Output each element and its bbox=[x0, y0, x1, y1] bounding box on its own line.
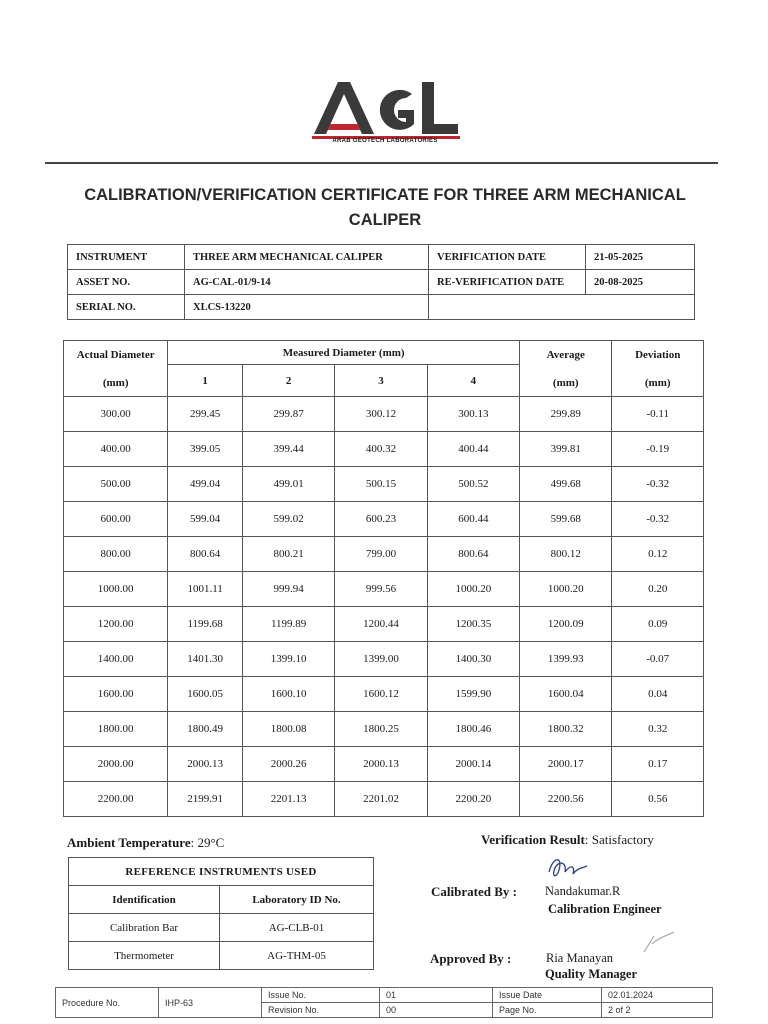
logo-subtitle: ARAB GEOTECH LABORATORIES bbox=[332, 138, 438, 144]
approved-by-role: Quality Manager bbox=[545, 967, 638, 981]
table-row bbox=[64, 432, 704, 467]
verification-result bbox=[481, 832, 654, 848]
table-cell: 1399.00 bbox=[335, 642, 427, 677]
table-row bbox=[64, 782, 704, 817]
table-cell: 600.44 bbox=[427, 502, 519, 537]
header-actual-unit: (mm) bbox=[102, 376, 129, 389]
table-cell: -0.32 bbox=[612, 467, 704, 502]
table-cell: 0.20 bbox=[612, 572, 704, 607]
table-cell: 1400.30 bbox=[427, 642, 519, 677]
table-cell: 400.32 bbox=[335, 432, 427, 467]
table-cell: 299.87 bbox=[242, 397, 334, 432]
table-row bbox=[64, 537, 704, 572]
table-cell: 499.01 bbox=[242, 467, 334, 502]
instrument-info-table bbox=[67, 244, 695, 320]
table-cell: 2000.13 bbox=[335, 747, 427, 782]
table-cell: 1399.10 bbox=[242, 642, 334, 677]
table-cell: 1600.05 bbox=[168, 677, 243, 712]
calibrator-signature bbox=[545, 852, 590, 884]
table-cell: 500.15 bbox=[335, 467, 427, 502]
header-average-label: Average bbox=[546, 348, 585, 361]
calibrated-by-label: Calibrated By : bbox=[431, 884, 517, 899]
reference-row bbox=[69, 914, 374, 942]
table-cell: 1400.00 bbox=[64, 642, 168, 677]
table-cell: 0.17 bbox=[612, 747, 704, 782]
header-measurement-3: 3 bbox=[335, 365, 427, 397]
table-cell: 300.12 bbox=[335, 397, 427, 432]
reverification-date-value: 20-08-2025 bbox=[586, 270, 695, 295]
document-control-footer bbox=[55, 987, 713, 1018]
table-cell: 499.68 bbox=[520, 467, 612, 502]
company-logo bbox=[300, 72, 470, 152]
instrument-value: THREE ARM MECHANICAL CALIPER bbox=[185, 245, 429, 270]
table-row bbox=[64, 397, 704, 432]
calibrated-by-name: Nandakumar.R bbox=[545, 884, 621, 898]
verification-date-value: 21-05-2025 bbox=[586, 245, 695, 270]
table-cell: 1800.25 bbox=[335, 712, 427, 747]
header-measured-diameter: Measured Diameter (mm) bbox=[168, 341, 520, 365]
reference-heading: REFERENCE INSTRUMENTS USED bbox=[69, 858, 374, 886]
issue-no-label: Issue No. bbox=[262, 988, 380, 1003]
table-cell: 1399.93 bbox=[520, 642, 612, 677]
issue-date-value: 02.01.2024 bbox=[602, 988, 713, 1003]
header-average bbox=[520, 341, 612, 397]
table-cell: 1001.11 bbox=[168, 572, 243, 607]
table-cell: 600.23 bbox=[335, 502, 427, 537]
result-value: : Satisfactory bbox=[584, 832, 654, 847]
table-cell: 800.00 bbox=[64, 537, 168, 572]
table-cell: 1600.10 bbox=[242, 677, 334, 712]
table-cell: 2200.20 bbox=[427, 782, 519, 817]
table-cell: 1200.09 bbox=[520, 607, 612, 642]
table-cell: -0.32 bbox=[612, 502, 704, 537]
reference-col-lab-id: Laboratory ID No. bbox=[220, 886, 374, 914]
ambient-label: Ambient Temperature bbox=[67, 835, 191, 850]
table-cell: 799.00 bbox=[335, 537, 427, 572]
measurement-table bbox=[63, 340, 704, 817]
table-cell: 0.56 bbox=[612, 782, 704, 817]
certificate-title: CALIBRATION/VERIFICATION CERTIFICATE FOR THREE ARM MECHANICAL CALIPER bbox=[84, 186, 686, 229]
header-measurement-4: 4 bbox=[427, 365, 519, 397]
approver-signature bbox=[640, 928, 680, 956]
table-cell: 1599.90 bbox=[427, 677, 519, 712]
table-cell: 599.02 bbox=[242, 502, 334, 537]
table-cell: 0.12 bbox=[612, 537, 704, 572]
table-cell: 1000.00 bbox=[64, 572, 168, 607]
table-row bbox=[64, 712, 704, 747]
page-label: Page No. bbox=[493, 1003, 602, 1018]
table-cell: 299.45 bbox=[168, 397, 243, 432]
instrument-label: INSTRUMENT bbox=[68, 245, 185, 270]
table-cell: 2201.13 bbox=[242, 782, 334, 817]
header-rule bbox=[45, 162, 718, 164]
procedure-label: Procedure No. bbox=[56, 988, 159, 1018]
table-cell: 499.04 bbox=[168, 467, 243, 502]
header-measurement-2: 2 bbox=[242, 365, 334, 397]
table-cell: 0.32 bbox=[612, 712, 704, 747]
table-row bbox=[64, 607, 704, 642]
measurement-rows bbox=[64, 397, 704, 817]
table-cell: 999.56 bbox=[335, 572, 427, 607]
approved-by-name: Ria Manayan bbox=[546, 951, 613, 965]
page-value: 2 of 2 bbox=[602, 1003, 713, 1018]
reference-cell: Calibration Bar bbox=[69, 914, 220, 942]
approved-by-label: Approved By : bbox=[430, 951, 512, 966]
table-cell: 1800.08 bbox=[242, 712, 334, 747]
table-cell: 1600.12 bbox=[335, 677, 427, 712]
reference-cell: AG-CLB-01 bbox=[220, 914, 374, 942]
table-cell: 800.12 bbox=[520, 537, 612, 572]
table-row bbox=[64, 502, 704, 537]
table-row bbox=[64, 642, 704, 677]
table-cell: 2201.02 bbox=[335, 782, 427, 817]
table-cell: 1200.35 bbox=[427, 607, 519, 642]
procedure-value: IHP-63 bbox=[159, 988, 262, 1018]
table-row bbox=[64, 572, 704, 607]
table-cell: 800.64 bbox=[168, 537, 243, 572]
table-cell: 1199.89 bbox=[242, 607, 334, 642]
table-cell: 1000.20 bbox=[520, 572, 612, 607]
table-cell: 1401.30 bbox=[168, 642, 243, 677]
table-cell: -0.19 bbox=[612, 432, 704, 467]
asset-value: AG-CAL-01/9-14 bbox=[185, 270, 429, 295]
table-row bbox=[64, 747, 704, 782]
table-cell: -0.11 bbox=[612, 397, 704, 432]
table-cell: 399.44 bbox=[242, 432, 334, 467]
table-cell: 399.05 bbox=[168, 432, 243, 467]
table-cell: 999.94 bbox=[242, 572, 334, 607]
reverification-date-label: RE-VERIFICATION DATE bbox=[429, 270, 586, 295]
table-cell: 400.44 bbox=[427, 432, 519, 467]
header-actual-diameter bbox=[64, 341, 168, 397]
table-cell: 599.68 bbox=[520, 502, 612, 537]
table-cell: -0.07 bbox=[612, 642, 704, 677]
table-cell: 800.64 bbox=[427, 537, 519, 572]
table-cell: 800.21 bbox=[242, 537, 334, 572]
serial-value: XLCS-13220 bbox=[185, 295, 429, 320]
table-cell: 299.89 bbox=[520, 397, 612, 432]
reference-instruments-table bbox=[68, 857, 374, 970]
table-cell: 599.04 bbox=[168, 502, 243, 537]
calibrated-by-role: Calibration Engineer bbox=[548, 902, 662, 916]
table-cell: 1600.04 bbox=[520, 677, 612, 712]
header-deviation-unit: (mm) bbox=[644, 376, 671, 389]
result-label: Verification Result bbox=[481, 832, 585, 847]
verification-date-label: VERIFICATION DATE bbox=[429, 245, 586, 270]
revision-value: 00 bbox=[380, 1003, 493, 1018]
table-cell: 1200.00 bbox=[64, 607, 168, 642]
table-cell: 2000.13 bbox=[168, 747, 243, 782]
asset-label: ASSET NO. bbox=[68, 270, 185, 295]
table-cell: 2200.56 bbox=[520, 782, 612, 817]
table-cell: 1800.46 bbox=[427, 712, 519, 747]
table-cell: 2000.26 bbox=[242, 747, 334, 782]
table-cell: 0.04 bbox=[612, 677, 704, 712]
serial-label: SERIAL NO. bbox=[68, 295, 185, 320]
reference-row bbox=[69, 942, 374, 970]
table-cell: 1800.32 bbox=[520, 712, 612, 747]
table-cell: 1200.44 bbox=[335, 607, 427, 642]
empty-cell bbox=[429, 295, 695, 320]
table-cell: 1000.20 bbox=[427, 572, 519, 607]
table-cell: 399.81 bbox=[520, 432, 612, 467]
header-deviation-label: Deviation bbox=[635, 348, 681, 361]
table-row bbox=[64, 467, 704, 502]
header-average-unit: (mm) bbox=[552, 376, 579, 389]
table-cell: 600.00 bbox=[64, 502, 168, 537]
issue-date-label: Issue Date bbox=[493, 988, 602, 1003]
table-cell: 500.00 bbox=[64, 467, 168, 502]
table-cell: 300.00 bbox=[64, 397, 168, 432]
issue-no-value: 01 bbox=[380, 988, 493, 1003]
table-cell: 1600.00 bbox=[64, 677, 168, 712]
table-cell: 2000.00 bbox=[64, 747, 168, 782]
ambient-value: : 29°C bbox=[190, 835, 225, 850]
table-cell: 1800.00 bbox=[64, 712, 168, 747]
table-cell: 2200.00 bbox=[64, 782, 168, 817]
table-cell: 1199.68 bbox=[168, 607, 243, 642]
table-cell: 1800.49 bbox=[168, 712, 243, 747]
table-row bbox=[64, 677, 704, 712]
revision-label: Revision No. bbox=[262, 1003, 380, 1018]
reference-rows bbox=[69, 914, 374, 970]
table-cell: 0.09 bbox=[612, 607, 704, 642]
table-cell: 2000.17 bbox=[520, 747, 612, 782]
ambient-temperature bbox=[67, 835, 224, 851]
reference-cell: AG-THM-05 bbox=[220, 942, 374, 970]
table-cell: 500.52 bbox=[427, 467, 519, 502]
header-deviation bbox=[612, 341, 704, 397]
table-cell: 2199.91 bbox=[168, 782, 243, 817]
table-cell: 2000.14 bbox=[427, 747, 519, 782]
table-cell: 400.00 bbox=[64, 432, 168, 467]
reference-col-identification: Identification bbox=[69, 886, 220, 914]
table-cell: 300.13 bbox=[427, 397, 519, 432]
reference-cell: Thermometer bbox=[69, 942, 220, 970]
header-actual-label: Actual Diameter bbox=[76, 348, 155, 361]
header-measurement-1: 1 bbox=[168, 365, 243, 397]
